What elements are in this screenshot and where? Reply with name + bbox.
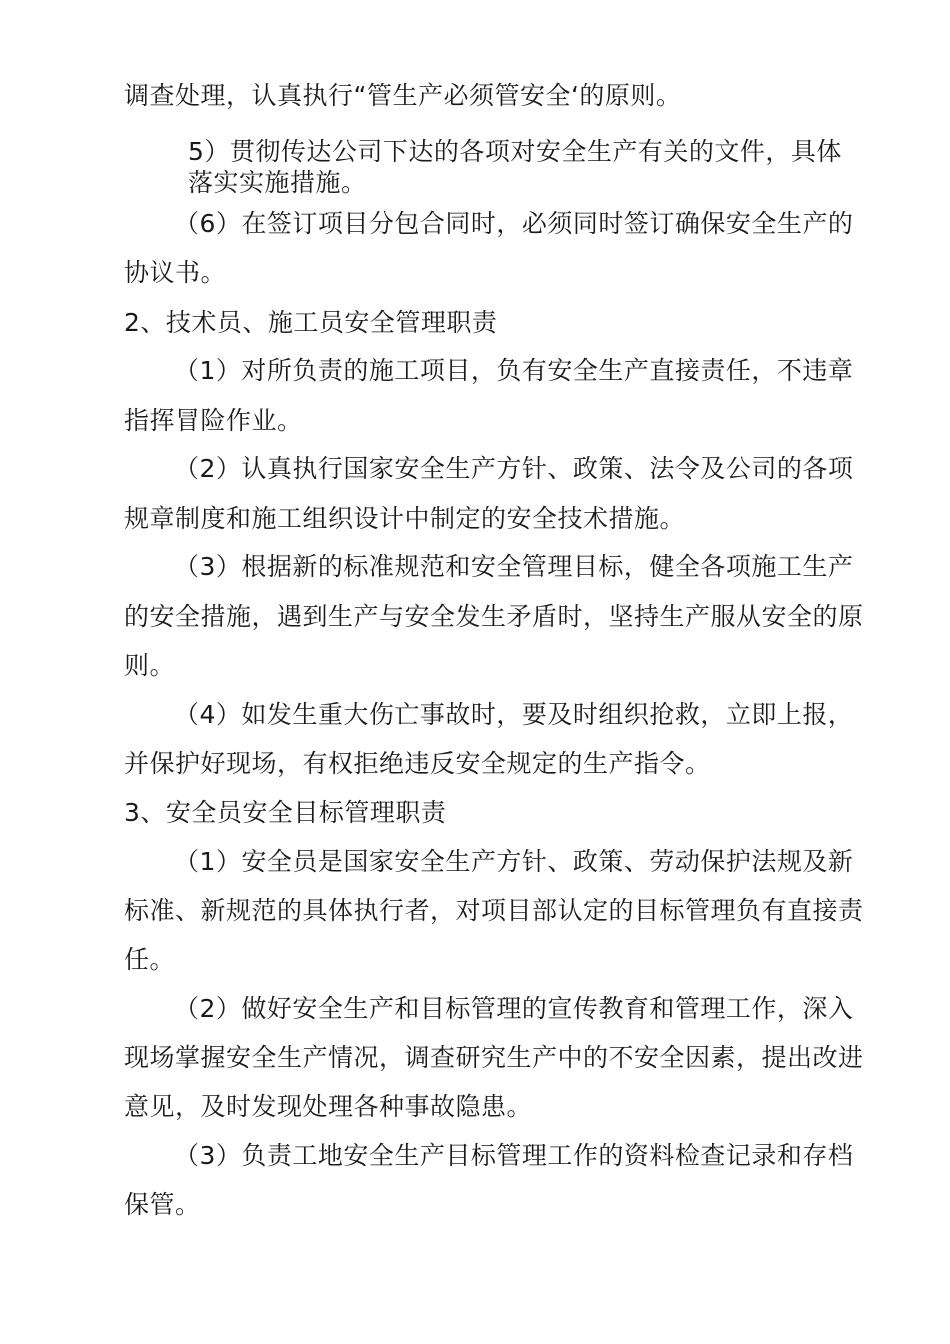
- text-line: 落实实施措施。: [188, 168, 367, 197]
- text-line: （1）对所负责的施工项目，负有安全生产直接责任，不违章: [174, 356, 854, 385]
- text-line: 则。: [124, 651, 176, 680]
- text-line: （2）认真执行国家安全生产方针、政策、法令及公司的各项: [174, 454, 854, 483]
- text-line: 调查处理，认真执行“管生产必须管安全‘的原则。: [124, 81, 682, 110]
- text-line: 5）贯彻传达公司下达的各项对安全生产有关的文件，具体: [188, 137, 842, 166]
- text-line: 意见，及时发现处理各种事故隐患。: [124, 1092, 533, 1121]
- text-line: 规章制度和施工组织设计中制定的安全技术措施。: [124, 504, 686, 533]
- text-line: （1）安全员是国家安全生产方针、政策、劳动保护法规及新: [174, 847, 854, 876]
- text-line: （2）做好安全生产和目标管理的宣传教育和管理工作，深入: [174, 994, 854, 1023]
- text-line: （3）负责工地安全生产目标管理工作的资料检查记录和存档: [174, 1141, 854, 1170]
- section-heading: 3、安全员安全目标管理职责: [124, 798, 447, 827]
- text-line: 现场掌握安全生产情况，调查研究生产中的不安全因素，提出改进: [124, 1043, 864, 1072]
- text-line: 指挥冒险作业。: [124, 406, 303, 435]
- text-line: （4）如发生重大伤亡事故时，要及时组织抢救，立即上报，: [174, 700, 854, 729]
- text-line: （3）根据新的标准规范和安全管理目标，健全各项施工生产: [174, 552, 854, 581]
- text-line: 的安全措施，遇到生产与安全发生矛盾时，坚持生产服从安全的原: [124, 602, 864, 631]
- text-line: 并保护好现场，有权拒绝违反安全规定的生产指令。: [124, 749, 711, 778]
- text-line: 保管。: [124, 1190, 201, 1219]
- text-line: （6）在签订项目分包合同时，必须同时签订确保安全生产的: [174, 209, 854, 238]
- section-heading: 2、技术员、施工员安全管理职责: [124, 308, 498, 337]
- text-line: 任。: [124, 945, 176, 974]
- text-line: 协议书。: [124, 258, 227, 287]
- text-line: 标准、新规范的具体执行者，对项目部认定的目标管理负有直接责: [124, 896, 864, 925]
